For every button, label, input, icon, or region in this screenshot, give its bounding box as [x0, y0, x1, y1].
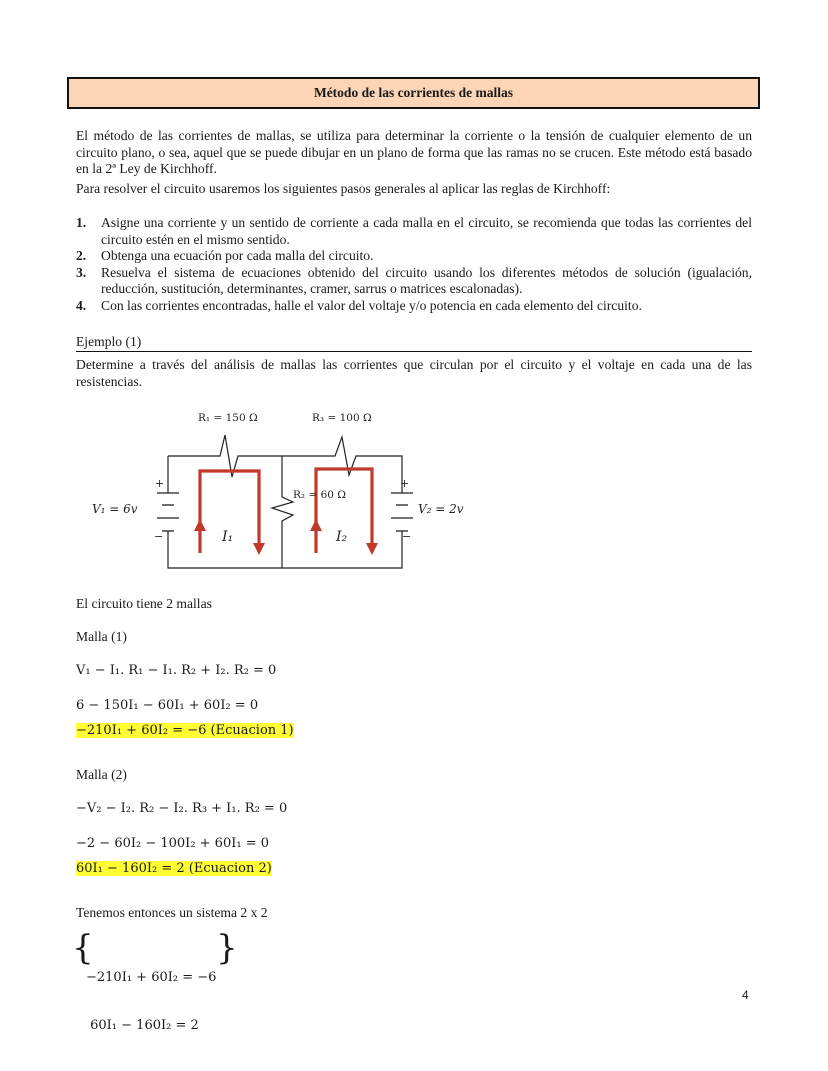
mesh2-equation-1: −V₂ − I₂. R₂ − I₂. R₃ + I₁. R₂ = 0 — [76, 801, 288, 816]
mesh2-label: Malla (2) — [76, 767, 127, 782]
system-line-1: −210I₁ + 60I₂ = −6 — [86, 970, 217, 985]
steps-list — [76, 215, 752, 314]
i2-label: I₂ — [336, 529, 348, 545]
battery-v2 — [391, 493, 413, 531]
list-item — [76, 215, 752, 248]
r2-label: R₂ = 60 Ω — [293, 489, 346, 501]
i1-tail-arrowhead — [194, 519, 206, 531]
system-left-brace: { — [72, 928, 94, 968]
example-heading: Ejemplo (1) — [76, 334, 752, 352]
i2-tail-arrowhead — [310, 519, 322, 531]
system-text: Tenemos entonces un sistema 2 x 2 — [76, 905, 268, 920]
section-title: Método de las corrientes de mallas — [67, 77, 760, 109]
step-number: 1. — [76, 215, 87, 230]
system-line-2: 60I₁ − 160I₂ = 2 — [86, 1018, 199, 1033]
meshes-count-text: El circuito tiene 2 mallas — [76, 596, 212, 611]
example-statement: Determine a través del análisis de mallas las corrientes que circulan por el circuito y el voltaje en cada una de las resistencias. — [76, 357, 752, 389]
step-text: Obtenga una ecuación por cada malla del circuito. — [101, 248, 374, 263]
battery-v1 — [157, 493, 179, 531]
i1-label: I₁ — [222, 529, 234, 545]
step-text: Asigne una corriente y un sentido de corriente a cada malla en el circuito, se recomienda que todas las corrientes del circuito estén en el mismo sentido. — [101, 215, 752, 247]
list-item — [76, 248, 752, 265]
v1-minus-sign: − — [154, 530, 164, 543]
mesh1-label: Malla (1) — [76, 629, 127, 644]
intro-steps-lead: Para resolver el circuito usaremos los siguientes pasos generales al aplicar las reglas de Kirchhoff: — [76, 181, 611, 196]
intro-paragraph: El método de las corrientes de mallas, se utiliza para determinar la corriente o la tensión de cualquier elemento de un circuito plano, o sea, aquel que se puede dibujar en un plano de forma que las ramas no se crucen. Este método está basado en la 2ª Ley de Kirchhoff. — [76, 128, 752, 176]
circuit-wires — [168, 435, 402, 568]
page-number: 4 — [742, 988, 749, 1002]
system-right-brace: } — [216, 928, 238, 968]
v2-plus-sign: + — [400, 477, 410, 490]
i2-arrowhead — [366, 543, 378, 555]
list-item — [76, 298, 752, 315]
list-item — [76, 265, 752, 298]
mesh1-equation-3: −210I₁ + 60I₂ = −6 (Ecuacion 1) — [76, 723, 294, 738]
mesh2-equation-3: 60I₁ − 160I₂ = 2 (Ecuacion 2) — [76, 861, 272, 876]
step-number: 4. — [76, 297, 87, 313]
step-number: 3. — [76, 264, 87, 280]
v1-plus-sign: + — [155, 477, 165, 490]
r3-label: R₃ = 100 Ω — [312, 412, 372, 424]
v2-minus-sign: − — [402, 530, 412, 543]
circuit-diagram — [80, 405, 480, 575]
mesh1-equation-1: V₁ − I₁. R₁ − I₁. R₂ + I₂. R₂ = 0 — [76, 663, 277, 678]
step-text: Resuelva el sistema de ecuaciones obtenido del circuito usando los diferentes métodos de solución (igualación, reducción, sustitución, determinantes, cramer, sarrus o matrices escalonadas). — [101, 264, 752, 296]
r1-label: R₁ = 150 Ω — [198, 412, 258, 424]
i1-arrowhead — [253, 543, 265, 555]
mesh1-equation-2: 6 − 150I₁ − 60I₁ + 60I₂ = 0 — [76, 698, 259, 713]
step-text: Con las corrientes encontradas, halle el valor del voltaje y/o potencia en cada elemento del circuito. — [101, 297, 642, 313]
step-number: 2. — [76, 248, 87, 263]
v1-label: V₁ = 6v — [92, 502, 138, 516]
v2-label: V₂ = 2v — [418, 502, 464, 516]
mesh2-equation-2: −2 − 60I₂ − 100I₂ + 60I₁ = 0 — [76, 836, 270, 851]
